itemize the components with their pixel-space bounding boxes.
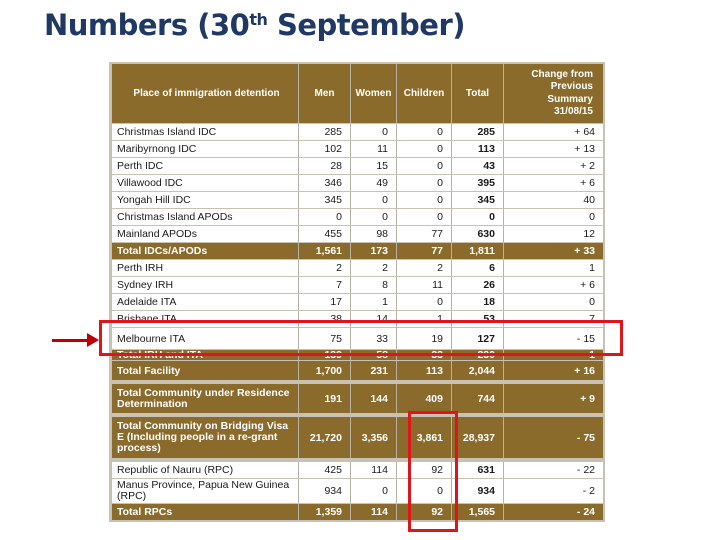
row-place: Villawood IDC [112, 175, 298, 191]
row-place: Perth IRH [112, 260, 298, 276]
row-children: 33 [396, 350, 451, 360]
row-place: Perth IDC [112, 158, 298, 174]
header-women: Women [350, 64, 396, 123]
row-children: 2 [396, 260, 451, 276]
row-men: 1,359 [298, 504, 350, 520]
row-women: 15 [350, 158, 396, 174]
row-change: - 2 [503, 479, 603, 503]
row-children: 19 [396, 328, 451, 349]
row-total: 631 [451, 462, 503, 478]
table-row-subtotal [112, 243, 603, 259]
table-row [112, 124, 603, 140]
row-women: 98 [350, 226, 396, 242]
row-men: 1,561 [298, 243, 350, 259]
row-women: 33 [350, 328, 396, 349]
row-place: Mainland APODs [112, 226, 298, 242]
pointer-arrow-line [52, 339, 88, 342]
row-men: 102 [298, 141, 350, 157]
row-women: 114 [350, 504, 396, 520]
row-total: 1,811 [451, 243, 503, 259]
detention-table [109, 62, 605, 522]
row-place: Christmas Island APODs [112, 209, 298, 225]
row-total: 744 [451, 384, 503, 413]
row-place: Brisbane ITA [112, 311, 298, 327]
row-change: 7 [503, 311, 603, 327]
row-men: 0 [298, 209, 350, 225]
table-row-residence-determination [112, 384, 603, 413]
row-children: 409 [396, 384, 451, 413]
row-place: Manus Province, Papua New Guinea (RPC) [112, 479, 298, 503]
header-men: Men [298, 64, 350, 123]
row-women: 1 [350, 294, 396, 310]
header-change-line-3: Summary [547, 93, 593, 105]
row-women: 0 [350, 124, 396, 140]
row-children: 0 [396, 124, 451, 140]
arrow-right-icon [87, 333, 99, 347]
row-men: 345 [298, 192, 350, 208]
table-row [112, 192, 603, 208]
header-change-line-1: Change from [531, 68, 593, 80]
row-men: 21,720 [298, 417, 350, 458]
row-children: 92 [396, 462, 451, 478]
header-total: Total [451, 64, 503, 123]
row-total: 113 [451, 141, 503, 157]
row-place: Republic of Nauru (RPC) [112, 462, 298, 478]
row-children: 0 [396, 158, 451, 174]
row-children: 3,861 [396, 417, 451, 458]
row-place: Melbourne ITA [112, 328, 298, 349]
table-row [112, 462, 603, 478]
row-men: 425 [298, 462, 350, 478]
table-row [112, 226, 603, 242]
row-total: 2,044 [451, 361, 503, 380]
row-children: 0 [396, 209, 451, 225]
row-place: Total Community under Residence Determination [112, 384, 298, 413]
row-men: 285 [298, 124, 350, 140]
row-children: 11 [396, 277, 451, 293]
row-total: 1,565 [451, 504, 503, 520]
row-total: 6 [451, 260, 503, 276]
row-place: Yongah Hill IDC [112, 192, 298, 208]
row-change: - 22 [503, 462, 603, 478]
header-children: Children [396, 64, 451, 123]
row-men: 455 [298, 226, 350, 242]
title-suffix: September) [267, 8, 466, 42]
row-children: 0 [396, 141, 451, 157]
row-women: 114 [350, 462, 396, 478]
row-total: 28,937 [451, 417, 503, 458]
row-children: 0 [396, 479, 451, 503]
table-row [112, 294, 603, 310]
row-women: 58 [350, 350, 396, 360]
row-change: + 16 [503, 361, 603, 380]
row-total: 345 [451, 192, 503, 208]
row-change: + 13 [503, 141, 603, 157]
row-children: 77 [396, 243, 451, 259]
row-men: 17 [298, 294, 350, 310]
table-row [112, 141, 603, 157]
row-place: Maribyrnong IDC [112, 141, 298, 157]
row-men: 1,700 [298, 361, 350, 380]
table-row [112, 209, 603, 225]
row-women: 49 [350, 175, 396, 191]
title-superscript: th [249, 10, 268, 29]
row-change: + 33 [503, 243, 603, 259]
row-total: 285 [451, 124, 503, 140]
row-men: 934 [298, 479, 350, 503]
row-total: 0 [451, 209, 503, 225]
row-women: 0 [350, 479, 396, 503]
row-men: 191 [298, 384, 350, 413]
row-change: + 9 [503, 384, 603, 413]
row-total: 127 [451, 328, 503, 349]
row-change: + 2 [503, 158, 603, 174]
header-change-line-4: 31/08/15 [554, 106, 593, 117]
row-total: 43 [451, 158, 503, 174]
row-place: Total RPCs [112, 504, 298, 520]
row-change: + 6 [503, 175, 603, 191]
table-row [112, 158, 603, 174]
table-row [112, 175, 603, 191]
table-row-total-facility [112, 361, 603, 380]
row-place: Sydney IRH [112, 277, 298, 293]
row-place: Total IRH and ITA [112, 350, 298, 360]
row-men: 75 [298, 328, 350, 349]
row-change: 0 [503, 294, 603, 310]
header-place: Place of immigration detention [112, 64, 298, 123]
row-total: 395 [451, 175, 503, 191]
row-women: 0 [350, 209, 396, 225]
row-total: 18 [451, 294, 503, 310]
row-children: 0 [396, 175, 451, 191]
row-change: 0 [503, 209, 603, 225]
table-row [112, 260, 603, 276]
header-change-line-2: Previous [550, 81, 593, 92]
row-place: Total Facility [112, 361, 298, 380]
table-row-bridging-visa [112, 417, 603, 458]
row-men: 28 [298, 158, 350, 174]
row-women: 0 [350, 192, 396, 208]
row-women: 2 [350, 260, 396, 276]
row-children: 92 [396, 504, 451, 520]
row-change: 40 [503, 192, 603, 208]
row-women: 11 [350, 141, 396, 157]
row-total: 230 [451, 350, 503, 360]
table-row [112, 479, 603, 503]
row-children: 0 [396, 294, 451, 310]
row-women: 173 [350, 243, 396, 259]
row-children: 113 [396, 361, 451, 380]
row-women: 8 [350, 277, 396, 293]
row-change: - 24 [503, 504, 603, 520]
row-men: 346 [298, 175, 350, 191]
row-place: Total IDCs/APODs [112, 243, 298, 259]
slide-title [44, 8, 465, 42]
row-women: 14 [350, 311, 396, 327]
header-change [503, 64, 603, 123]
row-children: 0 [396, 192, 451, 208]
row-women: 231 [350, 361, 396, 380]
row-change: 1 [503, 350, 603, 360]
row-women: 3,356 [350, 417, 396, 458]
row-men: 2 [298, 260, 350, 276]
row-place: Adelaide ITA [112, 294, 298, 310]
table-row-total-rpcs [112, 504, 603, 520]
table-row [112, 277, 603, 293]
row-men: 139 [298, 350, 350, 360]
table-header-row [112, 64, 603, 123]
row-women: 144 [350, 384, 396, 413]
row-place: Total Community on Bridging Visa E (Including people in a re-grant process) [112, 417, 298, 458]
row-children: 1 [396, 311, 451, 327]
row-total: 934 [451, 479, 503, 503]
row-change: + 6 [503, 277, 603, 293]
row-men: 7 [298, 277, 350, 293]
row-change: - 75 [503, 417, 603, 458]
row-men: 38 [298, 311, 350, 327]
row-total: 53 [451, 311, 503, 327]
row-change: 12 [503, 226, 603, 242]
row-change: + 64 [503, 124, 603, 140]
row-total: 630 [451, 226, 503, 242]
melbourne-row-highlight [99, 320, 623, 356]
row-total: 26 [451, 277, 503, 293]
row-change: - 15 [503, 328, 603, 349]
row-place: Christmas Island IDC [112, 124, 298, 140]
children-column-highlight [408, 411, 458, 532]
row-change: 1 [503, 260, 603, 276]
row-children: 77 [396, 226, 451, 242]
title-prefix: Numbers (30 [44, 8, 250, 42]
